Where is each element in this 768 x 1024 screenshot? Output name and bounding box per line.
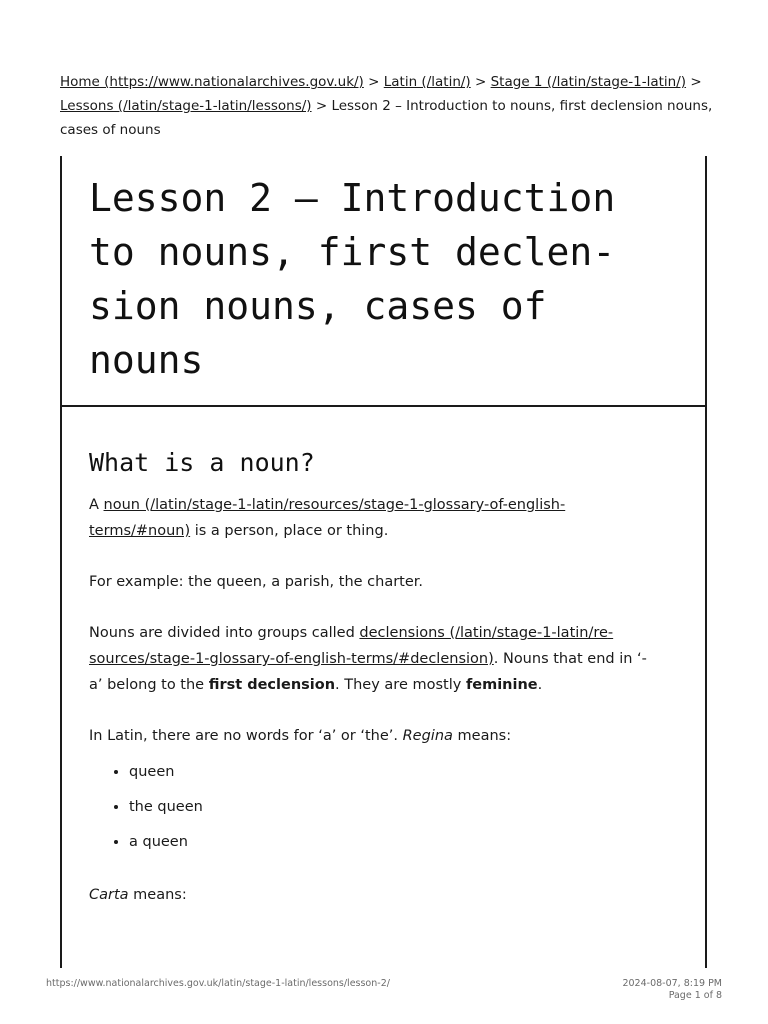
breadcrumb-separator: > (470, 74, 491, 90)
breadcrumb-current: > Lesson 2 – Introduction to nouns, first declension nouns, cases of nouns (60, 98, 713, 138)
title-area (62, 156, 705, 407)
text-span: A (89, 497, 104, 513)
list-item: • the queen (129, 790, 659, 825)
lesson-content-box (60, 156, 707, 968)
text-span: is a person, place or thing. (190, 523, 389, 539)
footer-url: https://www.nationalarchives.gov.uk/latin/stage-1-latin/lessons/lesson-2/ (46, 978, 390, 989)
paragraph-example: For example: the queen, a parish, the charter. (89, 574, 424, 590)
footer-page-number: Page 1 of 8 (668, 990, 722, 1001)
breadcrumb-lessons-link[interactable]: Lessons (/latin/stage-1-latin/lessons/) (60, 98, 312, 114)
page-title: Lesson 2 – Introduction to nouns, first declension nouns, cases of nouns (89, 176, 616, 382)
footer-meta (622, 978, 722, 1002)
text-span: means: (128, 887, 187, 903)
paragraph-carta (89, 882, 659, 908)
lesson-section (89, 446, 659, 933)
text-span: In Latin, there are no words for ‘a’ or ‘the’. (89, 728, 403, 744)
text-span: . (537, 677, 543, 693)
breadcrumb-separator: > (686, 74, 702, 90)
text-span: Nouns are divided into groups called (89, 625, 360, 641)
breadcrumb-latin-link[interactable]: Latin (/latin/) (383, 74, 471, 90)
list-item: • queen (129, 755, 659, 790)
italic-term: Carta (89, 887, 129, 903)
text-span: . They are mostly (335, 677, 466, 693)
text-span: . Nouns that end in ‘-a’ belong to the (89, 651, 647, 693)
italic-term: Regina (402, 728, 453, 744)
paragraph-declensions (89, 620, 659, 698)
footer-timestamp: 2024-08-07, 8:19 PM (622, 978, 722, 989)
noun-glossary-link[interactable]: noun (/latin/stage-1-latin/resources/stage-1-glossary-of-english-terms/#noun) (89, 497, 566, 539)
paragraph-regina (89, 723, 659, 749)
breadcrumb (60, 70, 720, 142)
list-item: • a queen (129, 825, 659, 860)
regina-meanings-list (89, 755, 659, 860)
breadcrumb-separator: > (363, 74, 384, 90)
section-heading: What is a noun? (89, 448, 315, 477)
declension-glossary-link[interactable]: declensions (/latin/stage-1-latin/resources/stage-1-glossary-of-english-terms/#declension) (89, 625, 614, 667)
bold-term: feminine (465, 677, 538, 693)
breadcrumb-home-link[interactable]: Home (https://www.nationalarchives.gov.uk/) (60, 74, 364, 90)
text-span: means: (452, 728, 512, 744)
paragraph-noun-definition (89, 492, 659, 544)
bold-term: first declension (208, 677, 336, 693)
breadcrumb-stage1-link[interactable]: Stage 1 (/latin/stage-1-latin/) (490, 74, 687, 90)
